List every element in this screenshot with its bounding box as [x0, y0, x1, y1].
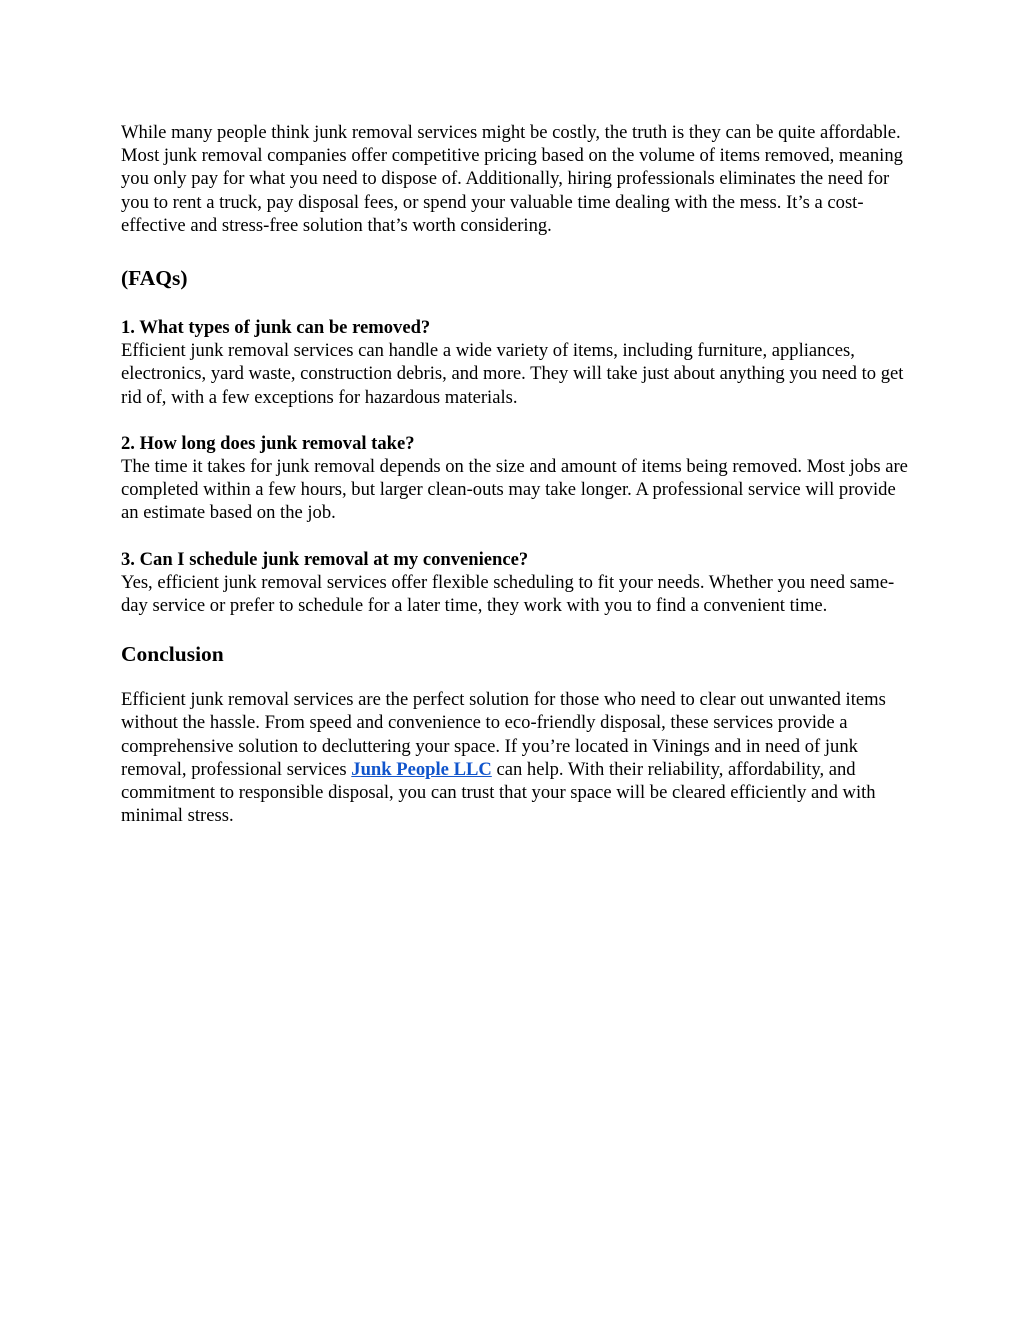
intro-paragraph: While many people think junk removal services might be costly, the truth is they can be quite affordable. Most junk removal companies offer competitive pricing based on the volume of items removed, meaning you only pay for what you need to dispose of. Additionally, hiring professionals eliminates the need for you to rent a truck, pay disposal fees, or spend your valuable time dealing with the mess. It’s a cost-effective and stress-free solution that’s worth considering.: [121, 122, 903, 236]
faq-item: [121, 316, 911, 409]
faqs-heading: (FAQs): [121, 266, 188, 291]
junk-people-link[interactable]: Junk People LLC: [351, 758, 492, 780]
faq-answer: Efficient junk removal services can handle a wide variety of items, including furniture, appliances, electronics, yard waste, construction debris, and more. They will take just about anything you need to get rid of, with a few exceptions for hazardous materials.: [121, 340, 904, 408]
faq-item: [121, 432, 911, 525]
faq-answer: Yes, efficient junk removal services offer flexible scheduling to fit your needs. Whether you need same-day service or prefer to schedule for a later time, they work with you to find a convenient time.: [121, 571, 895, 617]
faq-answer: The time it takes for junk removal depends on the size and amount of items being removed. Most jobs are completed within a few hours, but larger clean-outs may take longer. A professional service will provide an estimate based on the job.: [121, 456, 908, 524]
faq-item: [121, 548, 911, 618]
conclusion-text-before-link: Efficient junk removal services are the perfect solution for those who need to clear out unwanted items without the hassle. From speed and convenience to eco-friendly disposal, these services provide a comprehensive solution to decluttering your space. If you’re located in Vinings and in need of junk removal, professional services: [121, 689, 886, 780]
faq-question: 3. Can I schedule junk removal at my convenience?: [121, 548, 529, 570]
conclusion-heading: Conclusion: [121, 642, 224, 667]
conclusion-paragraph: [121, 688, 911, 827]
faq-question: 2. How long does junk removal take?: [121, 432, 415, 454]
conclusion-text-after-link: can help. With their reliability, affordability, and commitment to responsible disposal, you can trust that your space will be cleared efficiently and with minimal stress.: [121, 758, 876, 827]
faq-question: 1. What types of junk can be removed?: [121, 317, 431, 339]
document-page: [121, 121, 911, 827]
